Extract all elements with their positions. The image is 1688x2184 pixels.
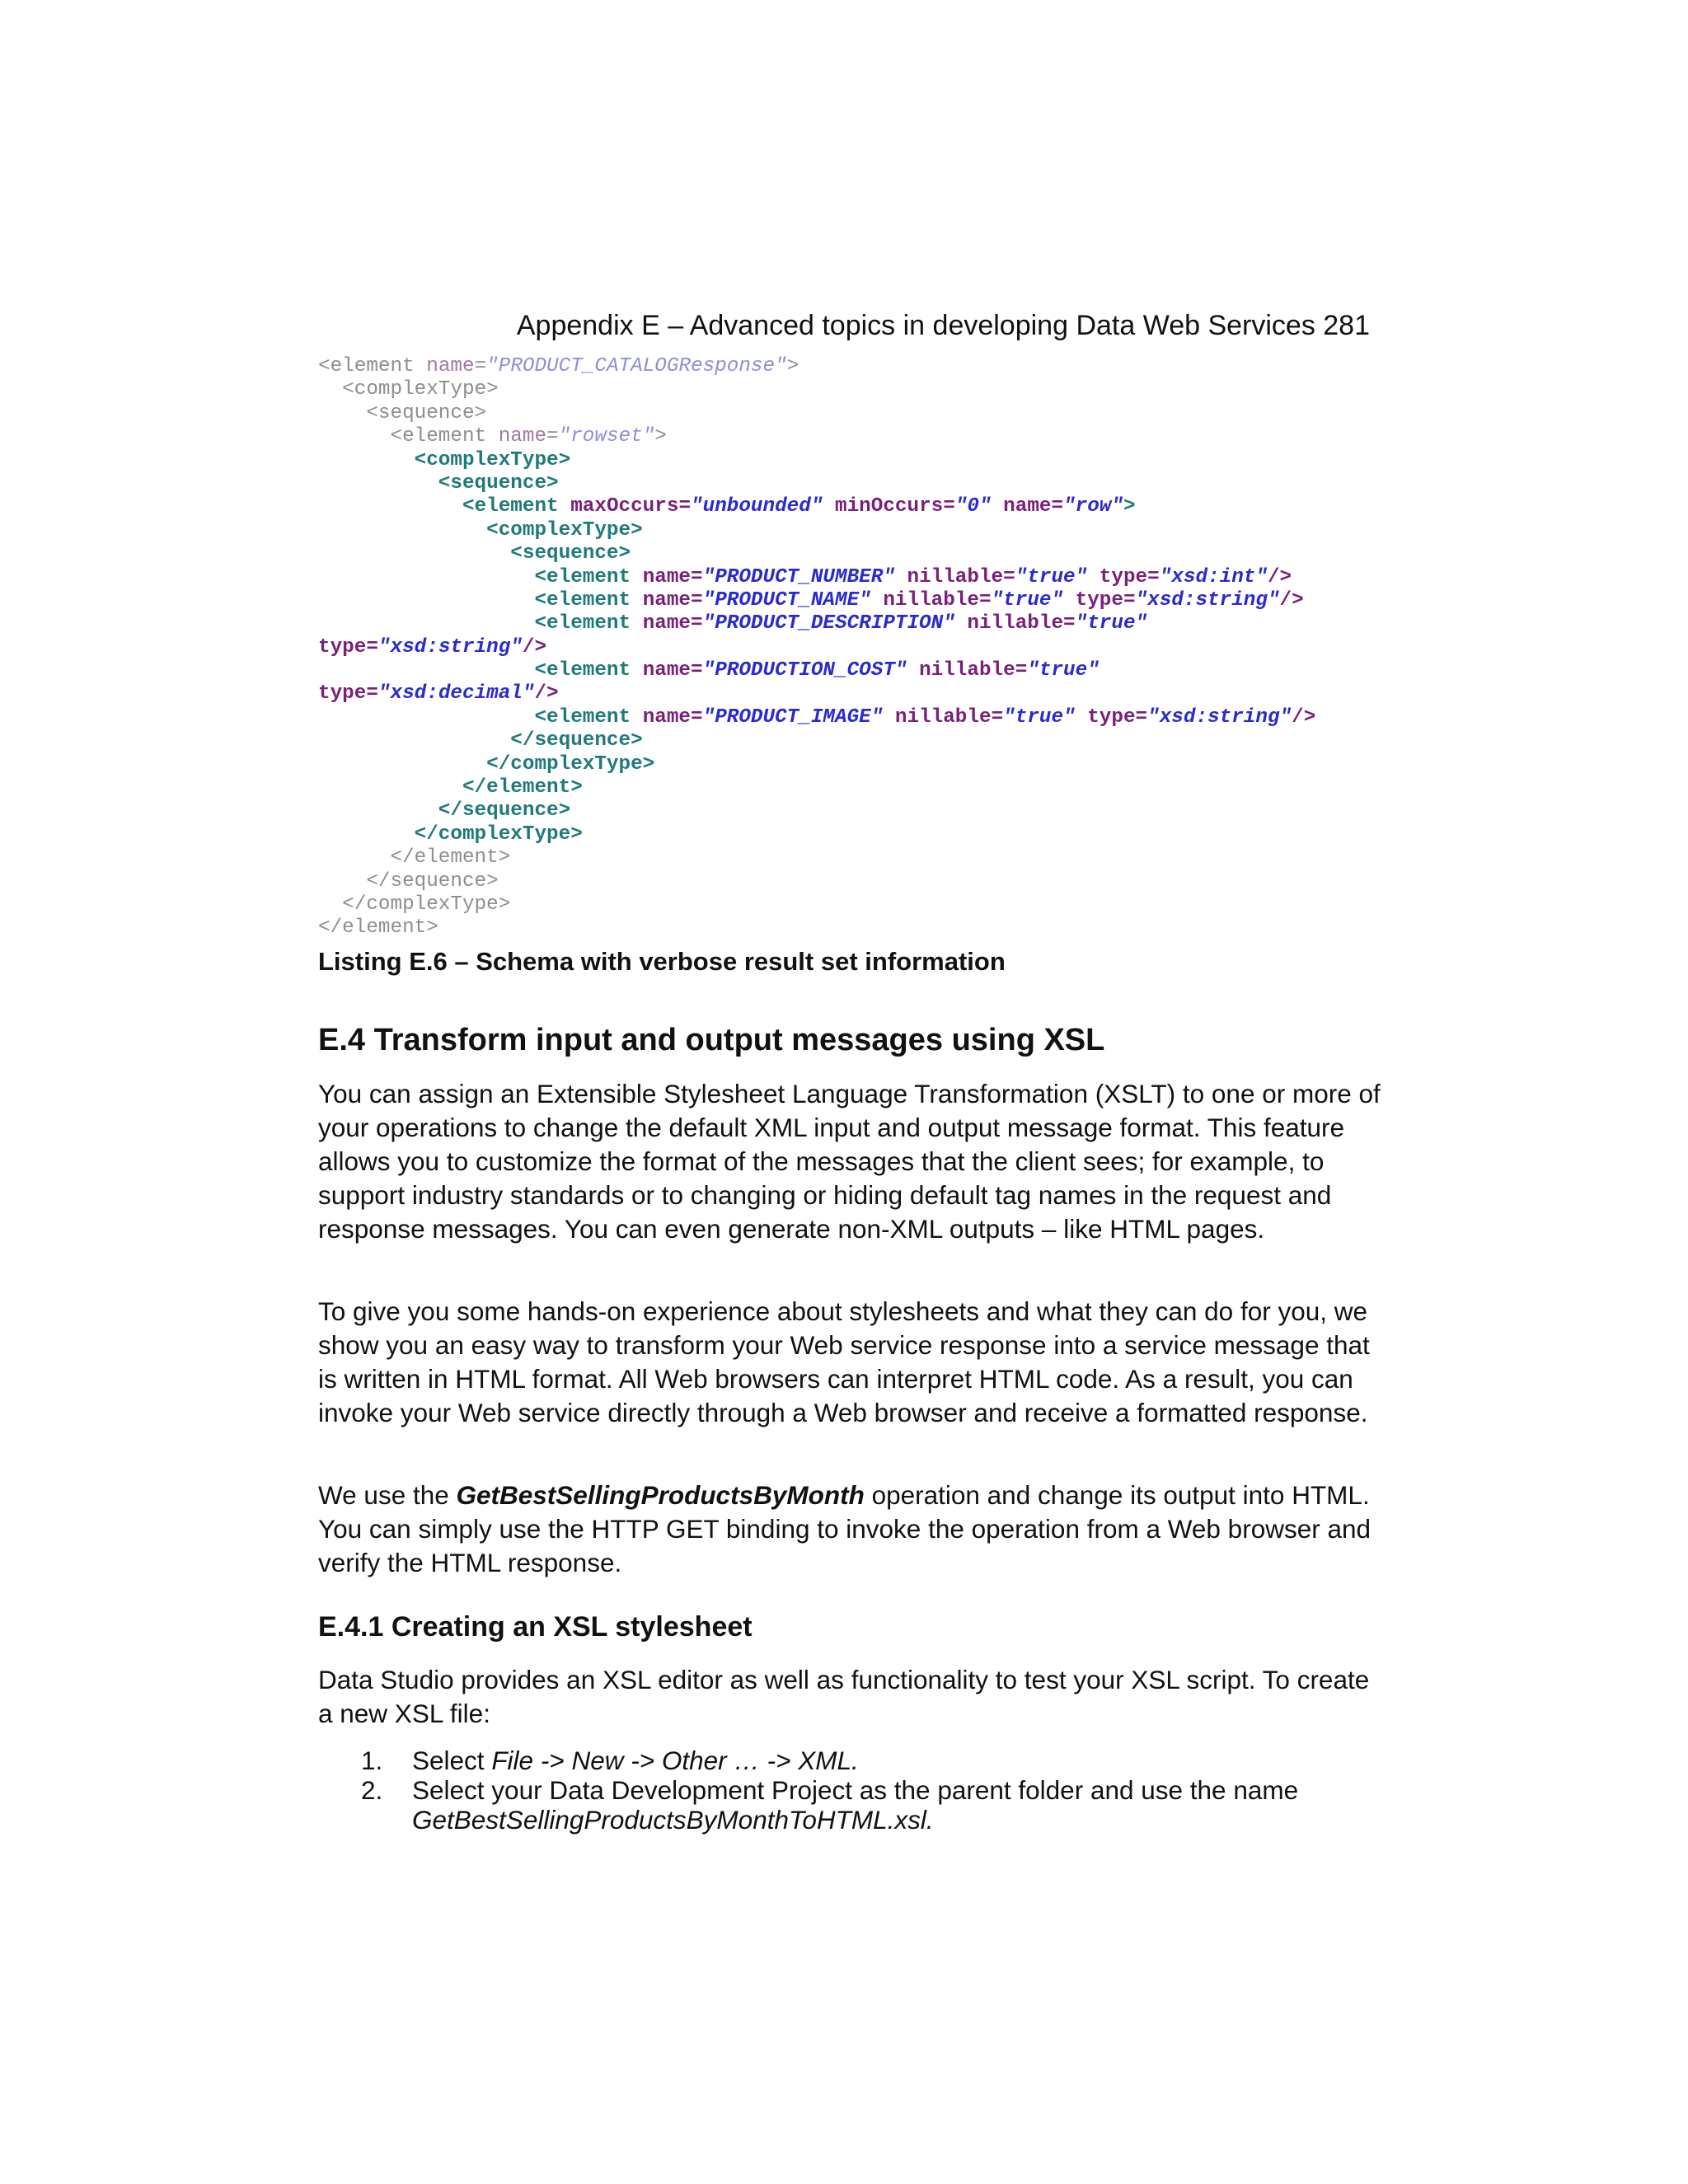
steps-list — [318, 1746, 1381, 1835]
code-token: = — [366, 682, 378, 705]
code-line — [318, 706, 1373, 729]
code-token: /> — [522, 635, 547, 658]
code-token: "xsd:int" — [1159, 565, 1268, 588]
step-emphasis: GetBestSellingProductsByMonthToHTML.xsl. — [412, 1805, 934, 1835]
code-token: <element — [318, 425, 499, 448]
code-token: "0" — [954, 495, 992, 518]
code-token: type — [318, 682, 367, 705]
code-token: "true" — [1075, 612, 1148, 635]
code-token: <sequence> — [318, 401, 487, 424]
code-token: nillable — [954, 612, 1064, 635]
code-token: = — [691, 705, 703, 729]
code-token: <element — [318, 659, 643, 682]
code-token: "PRODUCT_IMAGE" — [702, 705, 884, 729]
code-line — [318, 495, 1373, 518]
code-line — [318, 870, 1373, 893]
code-token: </complexType> — [318, 823, 583, 846]
code-token: <element — [318, 495, 571, 518]
code-token: = — [1015, 659, 1028, 682]
code-token: </element> — [318, 916, 438, 940]
code-token: name — [991, 495, 1052, 518]
code-token: <element — [318, 588, 643, 612]
code-token: = — [978, 588, 992, 612]
code-line — [318, 355, 1373, 378]
code-token: "PRODUCT_NUMBER" — [702, 565, 895, 588]
code-token: name — [642, 659, 692, 682]
code-token: nillable — [883, 705, 992, 729]
code-token: = — [366, 635, 378, 658]
code-token: nillable — [894, 565, 1004, 588]
code-token: type — [1063, 588, 1123, 612]
code-token: = — [1051, 495, 1064, 518]
code-token: <complexType> — [318, 378, 499, 401]
code-line — [318, 378, 1373, 401]
code-token: name — [498, 425, 547, 448]
code-token: "PRODUCT_DESCRIPTION" — [702, 612, 955, 635]
code-token: name — [426, 355, 475, 377]
code-token: name — [642, 588, 692, 612]
code-line — [318, 682, 1373, 705]
code-line — [318, 542, 1373, 565]
code-token: nillable — [870, 588, 979, 612]
code-token: "unbounded" — [691, 495, 823, 518]
code-token: "true" — [1003, 705, 1076, 729]
code-token: "PRODUCT_CATALOGResponse" — [486, 355, 787, 377]
code-token: </sequence> — [318, 729, 643, 752]
code-token: type — [1075, 705, 1136, 729]
code-token: <element — [318, 355, 427, 377]
page-header: Appendix E – Advanced topics in developing Data Web Services 281 — [516, 310, 1370, 341]
step-emphasis: File -> New -> Other … -> XML. — [491, 1746, 859, 1775]
code-line — [318, 425, 1373, 448]
code-token: = — [474, 355, 487, 377]
code-token: <element — [318, 565, 643, 588]
operation-name: GetBestSellingProductsByMonth — [456, 1480, 865, 1510]
step-text: Select — [412, 1746, 492, 1775]
code-token: "xsd:decimal" — [377, 682, 535, 705]
code-token: = — [691, 659, 703, 682]
code-token: <sequence> — [318, 542, 631, 565]
code-line — [318, 519, 1373, 542]
code-line — [318, 776, 1373, 799]
code-token: = — [1135, 705, 1148, 729]
code-token: </sequence> — [318, 869, 499, 893]
listing-caption: Listing E.6 – Schema with verbose result set information — [318, 947, 1006, 976]
code-token: /> — [1292, 705, 1316, 729]
code-token: > — [1123, 495, 1136, 518]
code-line — [318, 589, 1373, 612]
code-token: "PRODUCTION_COST" — [702, 659, 907, 682]
code-token: "true" — [991, 588, 1064, 612]
step-item — [318, 1775, 1381, 1835]
paragraph-operation-before: We use the — [318, 1480, 457, 1510]
code-line — [318, 612, 1373, 635]
code-token: "true" — [1027, 659, 1100, 682]
step-number: 1. — [361, 1746, 383, 1775]
code-token: = — [1123, 588, 1136, 612]
subsection-heading: E.4.1 Creating an XSL stylesheet — [318, 1611, 753, 1643]
paragraph-hands-on: To give you some hands-on experience about stylesheets and what they can do for you, we show you an easy way to transform your Web service response into a service message that is written in HTML format. All Web browsers can interpret HTML code. As a result, you can invoke your Web service directly through a Web browser and receive a formatted response. — [318, 1296, 1370, 1427]
code-token: </sequence> — [318, 799, 571, 823]
code-line — [318, 472, 1373, 495]
code-token: /> — [1279, 588, 1304, 612]
code-token: "rowset" — [558, 425, 655, 448]
code-token: "xsd:string" — [377, 635, 523, 658]
code-token: <sequence> — [318, 471, 559, 494]
code-line — [318, 916, 1373, 940]
code-token: </complexType> — [318, 752, 655, 776]
code-token: /> — [1267, 565, 1292, 588]
code-token: </element> — [318, 846, 511, 869]
code-token: minOccurs — [823, 495, 944, 518]
code-listing — [318, 355, 1373, 940]
code-token: maxOccurs — [570, 495, 679, 518]
code-token: "xsd:string" — [1147, 705, 1292, 729]
code-line — [318, 823, 1373, 846]
code-token: "true" — [1015, 565, 1088, 588]
code-token: <element — [318, 705, 643, 729]
code-token: = — [1063, 612, 1076, 635]
code-token: <element — [318, 612, 643, 635]
code-line — [318, 846, 1373, 869]
code-token: name — [642, 612, 692, 635]
code-line — [318, 893, 1373, 916]
code-token: <complexType> — [318, 518, 643, 541]
code-token: /> — [534, 682, 559, 705]
code-token: name — [642, 705, 692, 729]
paragraph-operation-after: operation and change its output into HTML. You can simply use the HTTP GET binding to invoke the operation from a Web browser and verify the HTML response. — [318, 1480, 1372, 1577]
code-line — [318, 449, 1373, 472]
code-token: > — [786, 355, 799, 377]
code-token: = — [678, 495, 692, 518]
code-token: > — [654, 425, 667, 448]
code-token: </complexType> — [318, 893, 511, 916]
paragraph-operation — [318, 1479, 1381, 1580]
code-line — [318, 799, 1373, 823]
step-text: Select your Data Development Project as the parent folder and use the name — [412, 1775, 1299, 1805]
section-heading: E.4 Transform input and output messages using XSL — [318, 1023, 1105, 1057]
code-token: = — [1147, 565, 1160, 588]
code-token: = — [691, 565, 703, 588]
code-line — [318, 636, 1373, 659]
code-token: type — [318, 635, 367, 658]
code-line — [318, 753, 1373, 776]
code-token: = — [546, 425, 559, 448]
paragraph-xsl-editor: Data Studio provides an XSL editor as well as functionality to test your XSL script. To create a new XSL file: — [318, 1665, 1370, 1728]
code-token: name — [642, 565, 692, 588]
code-token: = — [691, 588, 703, 612]
code-line — [318, 659, 1373, 682]
code-token: "PRODUCT_NAME" — [702, 588, 871, 612]
code-token: "row" — [1063, 495, 1123, 518]
step-number: 2. — [361, 1775, 383, 1805]
code-token: type — [1087, 565, 1148, 588]
code-token: = — [1003, 565, 1015, 588]
code-token: = — [943, 495, 955, 518]
code-token: = — [691, 612, 703, 635]
code-line — [318, 402, 1373, 425]
step-item — [318, 1746, 1381, 1775]
code-line — [318, 566, 1373, 589]
code-token: nillable — [907, 659, 1015, 682]
code-line — [318, 729, 1373, 752]
code-token: "xsd:string" — [1135, 588, 1280, 612]
code-token: <complexType> — [318, 448, 571, 471]
code-token: </element> — [318, 776, 583, 799]
paragraph-intro: You can assign an Extensible Stylesheet Language Transformation (XSLT) to one or more of your operations to change the default XML input and output message format. This feature allows you to customize the format of the messages that the client sees; for example, to support industry standards or to changing or hiding default tag names in the request and response messages. You can even generate non-XML outputs – like HTML pages. — [318, 1079, 1381, 1244]
code-token: = — [991, 705, 1004, 729]
